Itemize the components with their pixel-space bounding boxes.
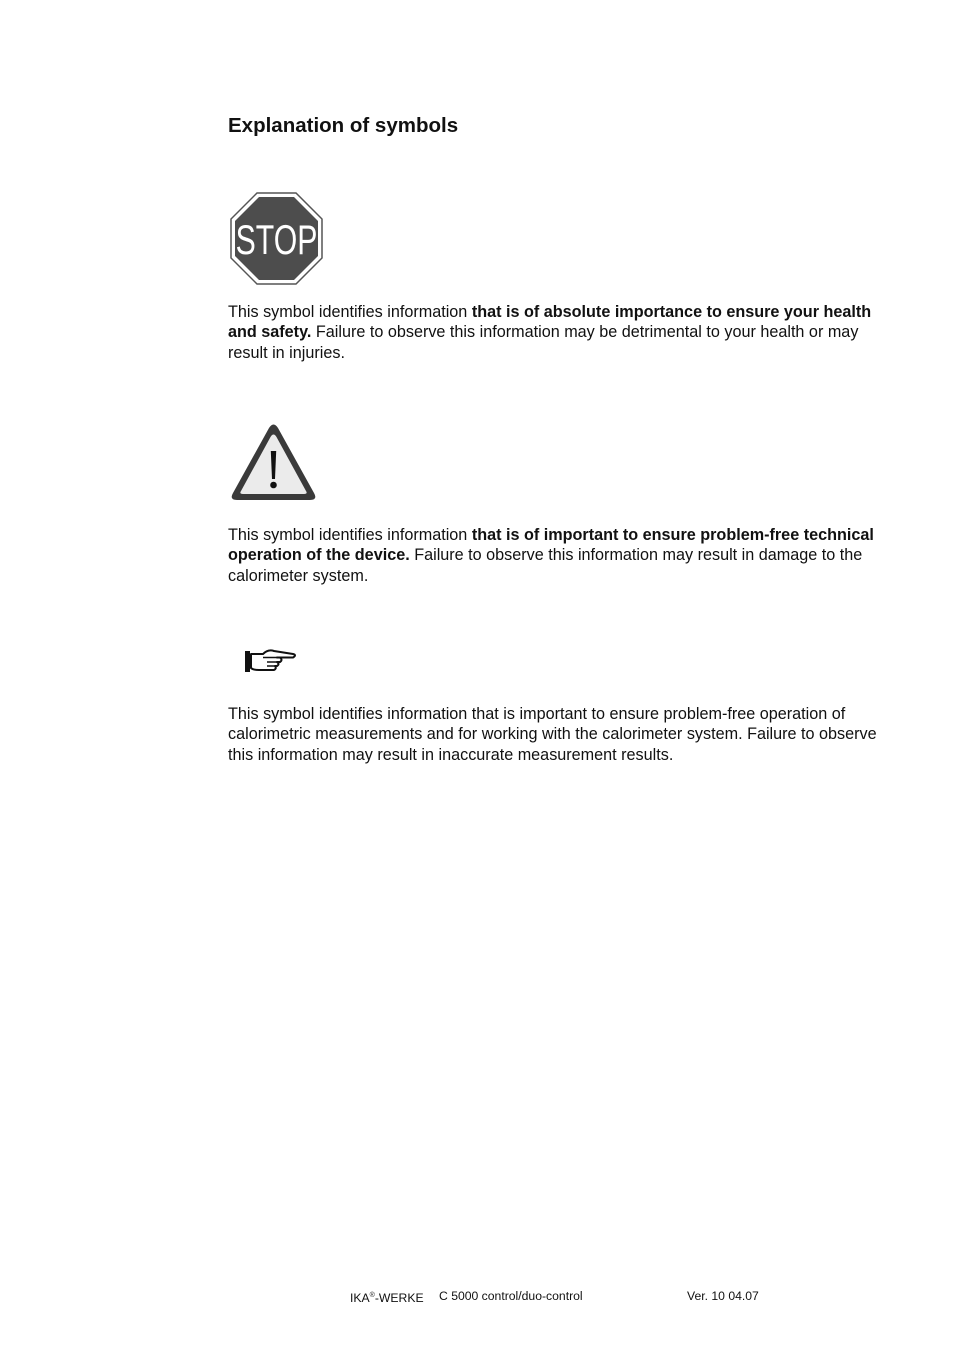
hand-symbol-description: This symbol identifies information that is important to ensure problem-free operation of calorimetric measurements and for working with the calorimeter system. Failure to observe this information may result in inaccurate measurement results. [228,705,877,764]
stop-symbol-description: This symbol identifies information that is of absolute importance to ensure your health and safety. Failure to observe this information may be detrimental to your health or may result in injuries. [228,303,872,362]
warning-symbol-description: This symbol identifies information that is of important to ensure problem-free technical operation of the device. Failure to observe this information may result in damage to the calorimeter system. [228,526,874,585]
page-title: Explanation of symbols [228,114,459,137]
pointing-hand-icon [241,645,299,677]
page-footer [0,1288,954,1304]
stop-sign-icon [229,191,324,286]
footer-company: IKA®-WERKE [350,1291,424,1305]
stop-sign-label: STOP [235,216,318,264]
footer-version: Ver. 10 04.07 [687,1289,759,1303]
warning-triangle-icon [229,421,318,504]
footer-product: C 5000 control/duo-control [439,1289,583,1303]
